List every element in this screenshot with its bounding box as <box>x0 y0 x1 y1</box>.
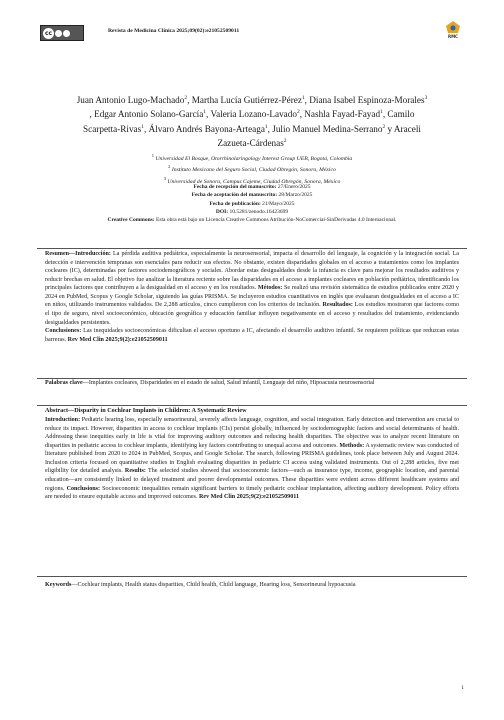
affiliation-text: Universidad El Bosque, Otorrhinolaringology Interest Group UEB, Bogotá, Colombia <box>154 155 353 162</box>
author-name: , Camilo <box>382 109 415 120</box>
abstract-citation: Rev Med Clin 2025;9(2):e21052509011 <box>197 494 300 501</box>
doi-link[interactable]: 10.5281/zenodo.16423699 <box>228 208 289 215</box>
manuscript-dates <box>40 183 464 224</box>
journal-header: Revista de Medicina Clínica 2025;09(02):e21052509011 <box>108 28 240 34</box>
date-published <box>40 200 464 208</box>
keywords <box>45 581 459 590</box>
author-name: Scarpetta-Rivas <box>83 123 142 134</box>
author-name: , Álvaro Andrés Bayona-Arteaga <box>143 123 265 134</box>
abstract-title: Abstract—Disparity in Cochlear Implants in Children: A Systematic Review <box>45 407 247 414</box>
abstract-results-label: Results: <box>124 468 146 475</box>
abstract-methods: A systematic review was conducted of literature published from 2020 to 2024 in PubMed, Scopus, and Google Scholar. The search, following PRISMA guidelines, took place between July and August 2024. Inclusion criteria focused on quantitative studies in English evaluating disparities in pediatric CI access using validated instruments. Out of 2,288 articles, five met eligibility for detailed analysis. <box>45 442 460 475</box>
cc-icon: cc <box>44 29 53 37</box>
author-sup: 2 <box>184 95 188 101</box>
date-accepted <box>40 191 464 199</box>
abstract-results: The selected studies showed that socioeconomic factors—such as insurance type, income, geographic location, and parental education—are consistently linked to delayed treatment and poorer developmental outcomes. These disparities were evident across different healthcare systems and regions. <box>45 468 459 492</box>
author-sup: 1 <box>141 123 144 130</box>
date-received <box>40 183 464 191</box>
abstract-conclusions-label: Conclusions: <box>66 485 101 492</box>
affiliations <box>60 152 444 186</box>
author-sup: 1 <box>264 123 268 130</box>
author-sup: 2 <box>296 109 300 116</box>
affiliation-text: Instituto Mexicano del Seguro Social, Ciudad Obregón, Sonora, México <box>170 167 336 174</box>
author-name: , Edgar Antonio Solano-García <box>89 109 204 120</box>
license-line <box>40 216 464 224</box>
resumen-text <box>45 250 459 344</box>
author-sup: 1 <box>380 109 383 116</box>
keywords-label: Keywords <box>45 582 72 588</box>
journal-logo-icon <box>444 20 462 34</box>
author-name: , Valeria Lozano-Lavado <box>206 109 297 120</box>
resumen-conclusions-label: Conclusiones: <box>45 328 82 335</box>
abstract-intro: Pediatric hearing loss, especially sensorineural, severely affects language, cognition, and social integration. Early detection and intervention are crucial to reduce its impact. However, disparities in access to cochlear implants (CIs) persist globally, influenced by sociodemographic factors and social determinants of health. Addressing these inequities early in life is vital for improving auditory outcomes and reducing health disparities. The objective was to analyze recent literature on disparities in pediatric access to cochlear implants, identifying key factors contributing to unequal access and outcomes. <box>45 417 459 449</box>
author-name: , Martha Lucía Gutiérrez-Pérez <box>187 95 302 106</box>
abstract-methods-label: Methods: <box>339 442 365 449</box>
resumen-conclusions: Las inequidades socioeconómicas dificultan el acceso oportuno a IC, afectando el desarrollo auditivo infantil. Se requieren políticas que reduzcan estas barreras. <box>45 328 459 343</box>
author-list <box>60 92 444 149</box>
date-label: Fecha de aceptación del manuscrito: <box>191 192 278 199</box>
license-label: Creative Commons: <box>107 217 155 224</box>
resumen-citation: Rev Med Clin 2025;9(2):e21052509011 <box>66 336 168 343</box>
abstract-intro-label: Introduction: <box>45 417 81 423</box>
palabras-clave-label: Palabras clave <box>45 380 83 386</box>
resumen-results-label: Resultados: <box>322 302 353 309</box>
affiliation-sup: 2 <box>168 164 171 170</box>
author-sup: 2 <box>283 137 287 144</box>
page-number: 1 <box>461 685 464 691</box>
logo-text: RMC <box>448 34 458 39</box>
date-value: 27/Enero/2025 <box>276 184 311 190</box>
affiliation-item <box>60 152 444 163</box>
journal-logo <box>440 20 466 42</box>
author-name: , Nashla Fayad-Fayad <box>299 109 381 120</box>
resumen-methods: Se realizó una revisión sistemática de estudios publicados entre 2020 y 2024 en PubMed, Scopus y Google Scholar, siguiendo las guías PRISMA. Se incluyeron estudios cuantitativos en inglés que evaluaran desigualdades en el acceso a IC en niños, utilizando instrumentos validados. De 2,288 artículos, cinco cumplieron con los criterios de inclusión. <box>45 285 459 309</box>
resumen-intro: La pérdida auditiva pediátrica, especialmente la neurosensorial, impacta el desarrollo del lenguaje, la cognición y la integración social. La detección e intervención tempranas son esenciales para reducir sus efectos. No obstante, existen disparidades globales en el acceso a tratamientos como los implantes cocleares (IC), determinadas por factores sociodemográficos y sociales. Abordar estas desigualdades desde la infancia es clave para mejorar los resultados auditivos y reducir brechas en salud. El objetivo fue analizar la literatura reciente sobre las disparidades en el acceso a implantes cocleares en población pediátrica, identificando los principales factores que contribuyen a la desigualdad en el acceso y en los resultados. <box>45 251 459 292</box>
by-icon <box>55 30 62 37</box>
abstract-text <box>45 416 459 502</box>
affiliation-sup: 1 <box>151 153 155 158</box>
affiliation-item <box>60 163 444 174</box>
keywords-text: —Cochlear implants, Health status disparities, Child health, Child language, Hearing loss, Sensorineural hypoacusia <box>71 582 356 588</box>
date-label: Fecha de publicación: <box>209 200 261 207</box>
resumen-intro-label: Introducción: <box>75 251 111 257</box>
palabras-clave-text: —Implantes cocleares, Disparidades en el estado de salud, Salud infantil, Lenguaje del niño, Hipoacusia neurosensorial <box>82 380 375 386</box>
creative-commons-badge[interactable] <box>40 25 84 41</box>
date-value: 28/Marzo/2025 <box>277 192 313 199</box>
resumen-methods-label: Métodos: <box>257 285 283 292</box>
date-value: 21/Mayo/2025 <box>260 200 295 207</box>
affiliation-sup: 3 <box>163 175 166 181</box>
author-name: y Araceli <box>385 123 421 134</box>
palabras-clave <box>45 379 459 388</box>
nc-icon <box>63 30 70 37</box>
affiliation-text: Universidad de Sonora, Campus Cajeme, Ciudad Obregón, Sonora, México <box>165 178 341 185</box>
abstract-conclusions: Socioeconomic inequalities remain significant barriers to timely pediatric cochlear implantation, affecting auditory development. Policy efforts are needed to ensure equitable access and improved outcomes. <box>45 485 459 501</box>
author-name: , Julio Manuel Medina-Serrano <box>267 123 383 134</box>
resumen-results: Los estudios mostraron que factores como el tipo de seguro, nivel socioeconómico, ubicación geográfica y educación familiar influyen negativamente en el acceso y resultados del tratamiento, evidenciando desigualdades persistentes. <box>45 302 459 326</box>
date-label: Fecha de recepción del manuscrito: <box>193 184 277 190</box>
author-name: Zazueta-Cárdenas <box>217 137 284 148</box>
author-sup: 3 <box>424 95 428 101</box>
doi-label: DOI: <box>215 208 229 215</box>
author-name: , Diana Isabel Espinoza-Morales <box>304 95 425 106</box>
author-sup: 1 <box>203 109 207 116</box>
resumen-lead: Resumen— <box>45 251 76 257</box>
author-sup: 1 <box>301 95 305 101</box>
doi <box>40 208 464 216</box>
license-text: Esta obra está bajo un Licencia Creative Commons Atribución-NoComercial-SinDerivadas 4.0 Internacional. <box>154 217 397 224</box>
author-name: Juan Antonio Lugo-Machado <box>76 95 185 106</box>
author-sup: 2 <box>382 123 386 130</box>
